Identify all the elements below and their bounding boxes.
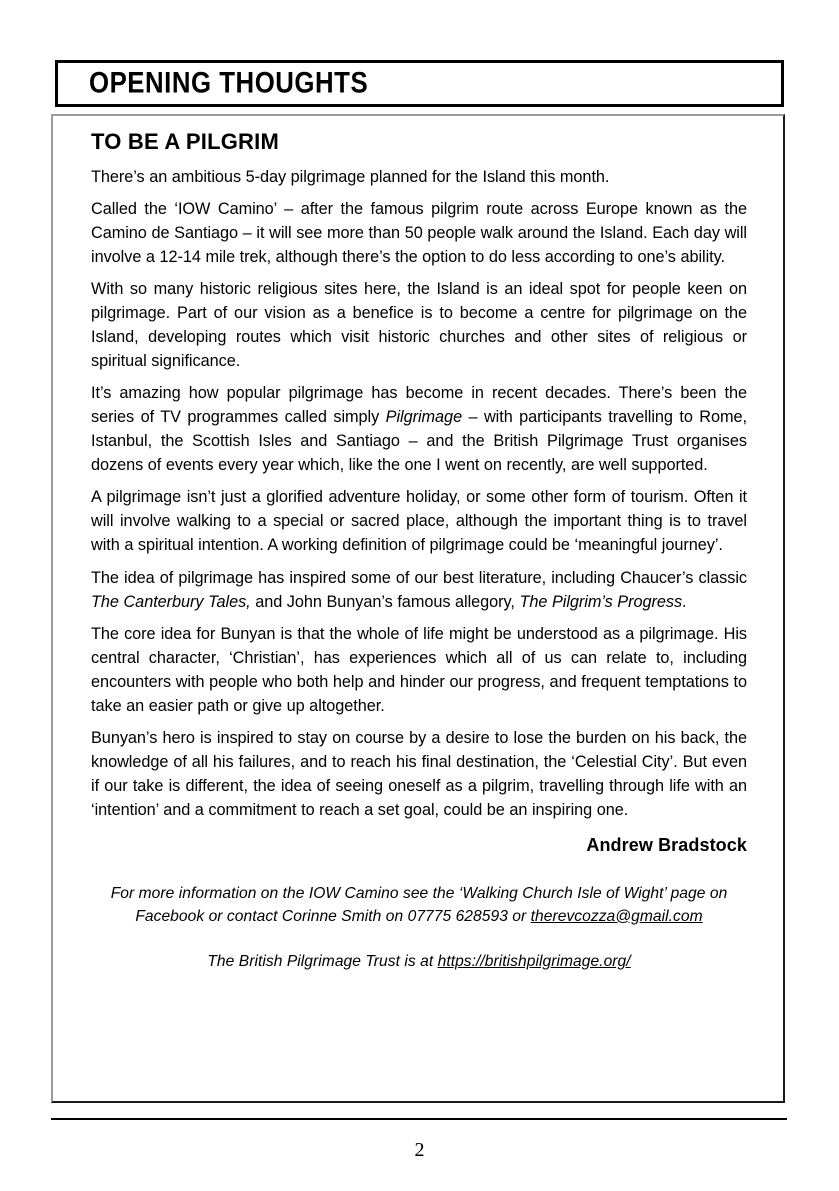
footnote-trust-link: The British Pilgrimage Trust is at https://britishpilgrimage.org/ [207, 952, 631, 970]
page-number: 2 [414, 1139, 425, 1161]
inline-link[interactable]: therevcozza@gmail.com [530, 907, 703, 925]
article-body [91, 166, 747, 823]
article-footnotes [91, 882, 747, 973]
italic-title: The Canterbury Tales, [91, 592, 251, 611]
section-header-banner [55, 60, 784, 107]
footnote-contact-info: For more information on the IOW Camino see the ‘Walking Church Isle of Wight’ page on Facebook or contact Corinne Smith on 07775 628593 or therevcozza@gmail.com [110, 884, 728, 925]
section-header-title [89, 65, 414, 99]
article-container [51, 114, 785, 1103]
article-paragraph: Bunyan’s hero is inspired to stay on course by a desire to lose the burden on his back, the knowledge of all his failures, and to reach his final destination, the ‘Celestial City’. But even if our take is different, the idea of seeing oneself as a pilgrim, travelling through life with an ‘intention’ and a commitment to reach a set goal, could be an inspiring one. [91, 729, 747, 819]
article-paragraph: It’s amazing how popular pilgrimage has become in recent decades. There’s been the series of TV programmes called simply Pilgrimage – with participants travelling to Rome, Istanbul, the Scottish Isles and Santiago – and the British Pilgrimage Trust organises dozens of events every year which, like the one I went on recently, are well supported. [91, 384, 748, 474]
article-byline: Andrew Bradstock [586, 834, 747, 855]
article-title: TO BE A PILGRIM [91, 129, 279, 154]
footer-divider [51, 1118, 787, 1120]
italic-title: The Pilgrim’s Progress [519, 592, 683, 611]
article-paragraph: There’s an ambitious 5-day pilgrimage planned for the Island this month. [91, 167, 610, 186]
italic-title: Pilgrimage [385, 408, 463, 427]
article-content [91, 128, 747, 973]
article-paragraph: A pilgrimage isn’t just a glorified adventure holiday, or some other form of tourism. Often it will involve walking to a special or sacred place, although the important thing is to travel with a spiritual intention. A working definition of pilgrimage could be ‘meaningful journey’. [91, 488, 747, 555]
section-header-text: OPENING THOUGHTS [89, 65, 369, 99]
article-paragraph: With so many historic religious sites here, the Island is an ideal spot for people keen on pilgrimage. Part of our vision as a benefice is to become a centre for pilgrimage on the Island, developing routes which visit historic churches and other sites of religious or spiritual significance. [91, 280, 747, 370]
inline-link[interactable]: https://britishpilgrimage.org/ [437, 952, 631, 970]
article-paragraph: The idea of pilgrimage has inspired some of our best literature, including Chaucer’s classic The Canterbury Tales, and John Bunyan’s famous allegory, The Pilgrim’s Progress. [91, 568, 747, 611]
article-paragraph: Called the ‘IOW Camino’ – after the famous pilgrim route across Europe known as the Camino de Santiago – it will see more than 50 people walk around the Island. Each day will involve a 12-14 mile trek, although there’s the option to do less according to one’s ability. [91, 199, 747, 266]
article-paragraph: The core idea for Bunyan is that the whole of life might be understood as a pilgrimage. His central character, ‘Christian’, has experiences which all of us can relate to, including encounters with people who both help and hinder our progress, and frequent temptations to take an easier path or give up altogether. [91, 624, 747, 715]
